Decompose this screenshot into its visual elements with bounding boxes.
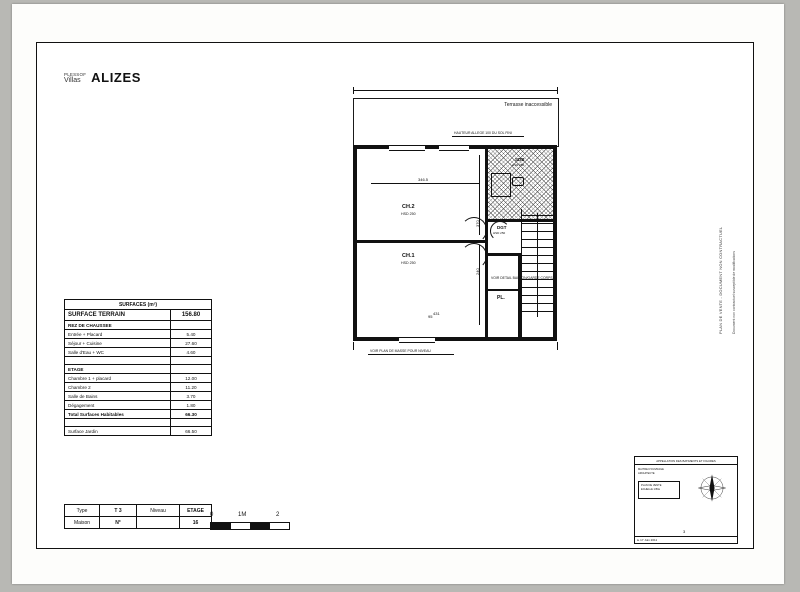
- side-vertical-subtext: Document non contractuel susceptible de modifications: [732, 251, 736, 334]
- floor-plan: [328, 84, 568, 374]
- room-label-pl: PL.: [497, 295, 505, 301]
- building-interior: [357, 149, 553, 337]
- table-row: [65, 339, 211, 348]
- drawing-sheet: [12, 4, 784, 584]
- surfaces-row-value: [170, 365, 211, 373]
- surfaces-row-label: Dégagement: [68, 402, 95, 408]
- scale-bar: [210, 512, 290, 530]
- surfaces-row-value: [170, 321, 211, 329]
- brand-small-label: PLESSOF: [64, 72, 87, 77]
- cartouche-logo-box: [638, 481, 680, 499]
- scan-edge-right: [784, 0, 800, 592]
- room-label-sdb: SDB: [515, 157, 525, 162]
- table-row: [65, 517, 211, 528]
- table-row-spacer: [65, 419, 211, 427]
- surfaces-row-value: 12.00: [170, 374, 211, 382]
- plan-tick-left-bottom: [353, 342, 354, 350]
- table-row: [65, 392, 211, 401]
- type-table: [64, 504, 212, 529]
- dimension-3465-line: [371, 183, 479, 184]
- table-row: [65, 310, 211, 321]
- cartouche-body: [635, 465, 737, 511]
- cartouche-line-1: MAITRE D'OUVRAGE: [638, 468, 664, 471]
- plan-note-bottom-line: [368, 354, 454, 355]
- compass-rose-icon: [695, 471, 729, 505]
- empty-cell: [137, 517, 180, 528]
- maison-label: Maison: [65, 517, 100, 528]
- terrace-label: Terrasse inaccessible: [504, 102, 552, 108]
- surfaces-row-value: 4.60: [170, 348, 211, 356]
- room-sub-dgt: HSD 250: [493, 231, 506, 235]
- dimension-240: 240: [475, 268, 480, 275]
- table-row: [65, 348, 211, 357]
- room-sub-ch2: HSD 250: [401, 212, 416, 216]
- surfaces-row-value: 66.30: [170, 410, 211, 418]
- num-label: N°: [100, 517, 137, 528]
- cartouche-block: [634, 456, 738, 544]
- scale-bar-graphic: [210, 522, 290, 530]
- scale-label-0: 0: [210, 512, 214, 518]
- surfaces-row-label: Chambre 2: [68, 384, 91, 390]
- surfaces-row-value: 3.70: [170, 392, 211, 400]
- plan-dimension-top: [353, 90, 557, 91]
- staircase: [521, 209, 554, 337]
- terrace-area: [353, 98, 559, 147]
- etage-value: ETAGE: [187, 507, 204, 514]
- window-opening-bottom: [399, 337, 435, 343]
- interior-wall-dgt-bottom: [488, 253, 521, 256]
- cartouche-line-2: ARCHITECTE: [638, 472, 655, 475]
- num-value: 16: [192, 519, 199, 526]
- surfaces-row-label: SURFACE TERRAIN: [68, 312, 126, 318]
- plan-dimension-top-tick-left: [353, 87, 354, 94]
- cartouche-lines: [638, 468, 664, 476]
- cartouche-line-4: ECHELLE 1/50e: [641, 488, 661, 491]
- surfaces-row-value: 1.80: [170, 401, 211, 409]
- surfaces-row-label: ETAGE: [68, 366, 84, 372]
- surfaces-row-value: 27.60: [170, 339, 211, 347]
- scale-bar-labels: [210, 512, 290, 522]
- type-label: Type: [65, 505, 100, 516]
- door-arc-dgt: [490, 221, 510, 241]
- surfaces-table-header: [65, 300, 211, 310]
- surfaces-row-label: Total Surfaces Habitables: [68, 411, 124, 417]
- bathtub-fixture: [491, 173, 511, 197]
- niveau-label: Niveau: [137, 505, 180, 516]
- table-row: [65, 401, 211, 410]
- surfaces-row-label: Entrée + Placard: [68, 331, 103, 337]
- room-sub-sdb: HSD 250: [512, 163, 525, 167]
- scale-label-1m: 1M: [238, 512, 247, 518]
- type-value: T 3: [100, 505, 137, 516]
- interior-wall-placard: [488, 289, 521, 291]
- room-label-ch2: CH.2: [402, 204, 415, 210]
- surfaces-row-label: Séjour + Cuisine: [68, 340, 102, 346]
- title-block: [64, 70, 141, 85]
- table-row: [65, 383, 211, 392]
- surfaces-header-label: SURFACES (m²): [118, 301, 158, 308]
- dimension-3465: 346.5: [418, 177, 429, 182]
- plan-tick-right-bottom: [557, 342, 558, 350]
- dimension-431: 431: [433, 311, 440, 316]
- room-label-dgt: DGT: [497, 225, 507, 230]
- surfaces-row-value: 66.50: [170, 427, 211, 435]
- side-vertical-text: PLAN DE VENTE - DOCUMENT NON CONTRACTUEL: [718, 226, 723, 334]
- window-opening-top-1: [389, 145, 425, 151]
- door-arc-ch1: [461, 243, 487, 269]
- table-row: [65, 330, 211, 339]
- table-row: [65, 427, 211, 435]
- table-row: [65, 365, 211, 374]
- cartouche-line-3: PLAN DE VENTE: [641, 484, 662, 487]
- surfaces-row-value: 11.20: [170, 383, 211, 391]
- closet-note: VOIR DETAIL BALCON/GARDE CORPS: [491, 276, 553, 280]
- scan-edge-left: [0, 0, 12, 592]
- cartouche-header: APPELLATION DES BATIMENTS ET FIGURES: [635, 457, 737, 465]
- plan-dimension-top-tick-right: [557, 87, 558, 94]
- sheet-date: le 17 Juin 2011: [635, 536, 737, 543]
- table-row: [65, 374, 211, 383]
- terrace-note: HAUTEUR ALLEGE 100 DU SOL FINI: [454, 131, 512, 135]
- surfaces-row-label: Chambre 1 + placard: [68, 375, 112, 381]
- table-row: [65, 321, 211, 330]
- surfaces-row-value: 156.80: [170, 310, 211, 320]
- scan-edge-bottom: [0, 584, 800, 592]
- table-row: [65, 505, 214, 518]
- building-walls: [353, 145, 557, 341]
- surfaces-table: [64, 299, 212, 436]
- surfaces-row-label: Surface Jardin: [68, 428, 98, 434]
- room-label-ch1: CH.1: [402, 253, 415, 259]
- door-arc-ch2: [461, 217, 487, 243]
- room-sub-ch1: HSD 250: [401, 261, 416, 265]
- table-row-total: [65, 410, 211, 419]
- table-row-spacer: [65, 357, 211, 365]
- dimension-95: 95: [428, 314, 433, 319]
- sink-fixture: [512, 177, 524, 186]
- scale-label-2: 2: [276, 512, 280, 518]
- terrace-note-line: [452, 136, 524, 137]
- dimension-370: 370: [475, 220, 480, 227]
- window-opening-top-2: [439, 145, 469, 151]
- brand-name-label: ALIZES: [91, 70, 141, 85]
- brand-villas-label: Villas: [64, 77, 81, 84]
- plan-note-bottom: VOIR PLAN DE MASSE POUR NIVEAU: [370, 349, 431, 353]
- sheet-number: 3: [683, 529, 686, 534]
- surfaces-row-label: REZ DE CHAUSSEE: [68, 322, 112, 328]
- surfaces-row-label: Salle de Bains: [68, 393, 98, 399]
- surfaces-row-label: Salle d'Eau + WC: [68, 349, 104, 355]
- surfaces-row-value: 5.40: [170, 330, 211, 338]
